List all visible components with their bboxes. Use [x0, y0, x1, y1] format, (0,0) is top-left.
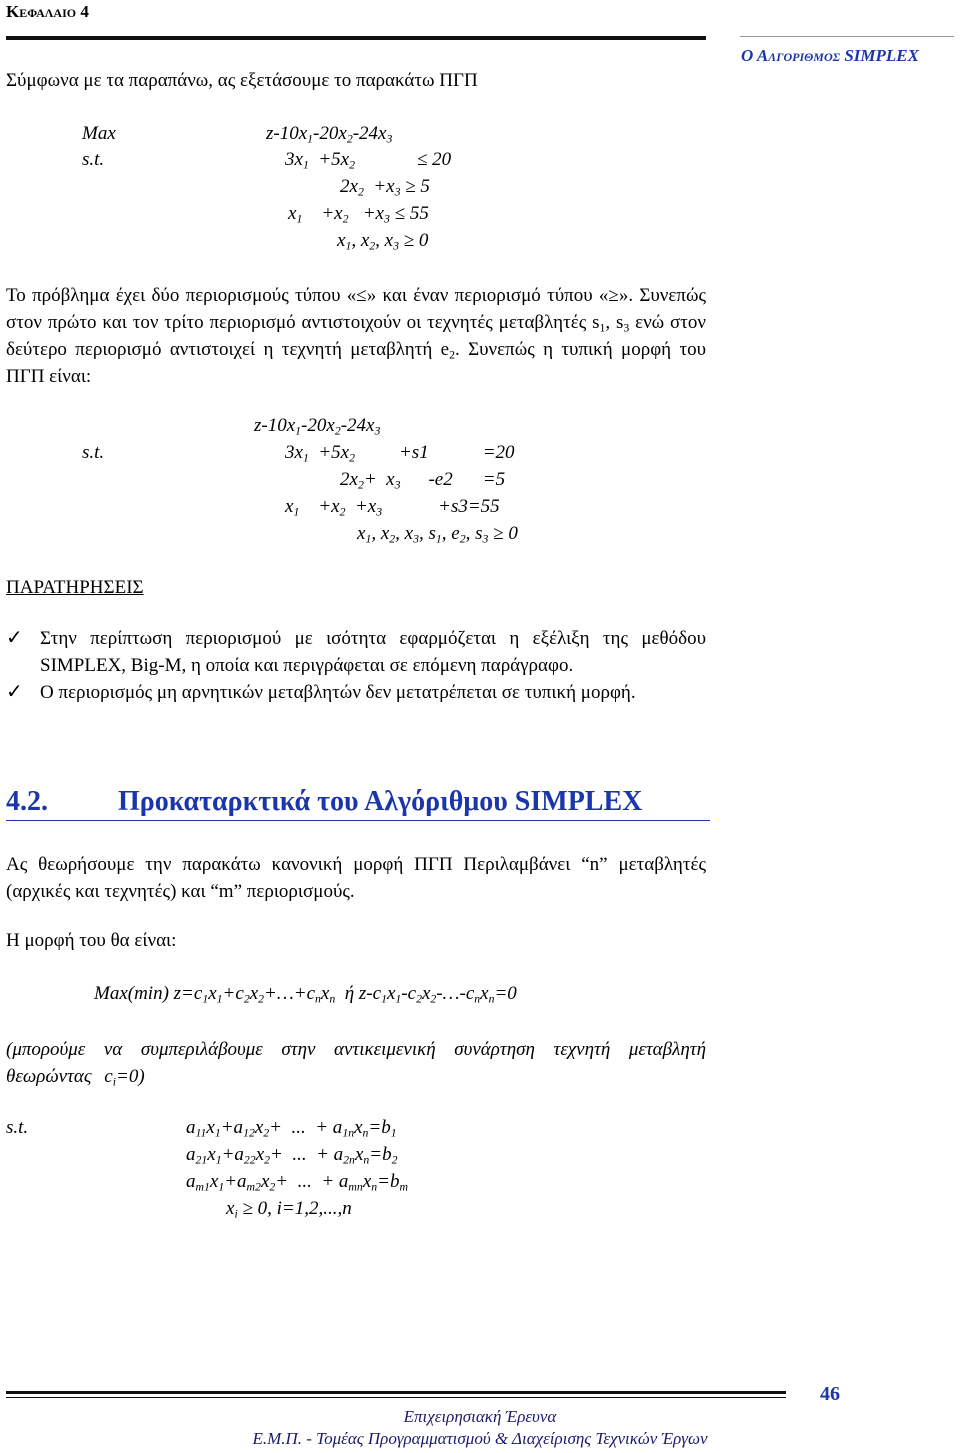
note-text: Στην περίπτωση περιορισμού με ισότητα εφαρμόζεται η εξέλιξη της μεθόδου SIMPLEX, Big-M, η οποία και περιγράφεται σε επόμενη παράγραφο. — [40, 628, 706, 676]
footer-institution: Ε.Μ.Π. - Τομέας Προγραμματισμού & Διαχείρισης Τεχνικών Έργων — [252, 1429, 708, 1448]
section-number: 4.2. — [6, 786, 48, 817]
model1-nonneg: $x_1$, $x_2$, $x_3 \ge 0$ — [337, 230, 429, 253]
section-heading — [6, 786, 642, 818]
check-icon: ✓ — [6, 681, 23, 703]
list-item — [6, 679, 706, 706]
footer-rule-thin — [6, 1397, 786, 1398]
notes-list — [6, 625, 706, 706]
general-st-label: s.t. — [6, 1117, 29, 1138]
model2-objective: $z-10x_1-20x_2-24x_3$ — [254, 415, 381, 438]
model1-row-1: $3x_1 +5x_2 \le 20$ — [285, 149, 452, 172]
footer-rule — [6, 1391, 786, 1394]
max-label: Max — [82, 123, 116, 144]
model1-row-2: $2x_2 +x_3 \ge 5$ — [340, 176, 430, 199]
general-row-1: $a_{11}x_1+a_{12}x_2+$ ... + $a_{1n}x_n=b_1$ — [186, 1117, 397, 1140]
chapter-label: Κεφαλαιο 4 — [6, 2, 89, 21]
footer-course: Επιχειρησιακή Έρευνα — [403, 1407, 557, 1426]
paragraph-constraints: Το πρόβλημα έχει δύο περιορισμούς τύπου «≤» και έναν περιορισμό τύπου «≥». Συνεπώς στον πρώτο και τον τρίτο περιορισμό αντιστοιχούν οι τεχνητές μεταβλητές $s_1$, $s_3$ ενώ στον δεύτερο περιορισμό αντιστοιχεί η τεχνητή μεταβλητή $e_2$. Συνεπώς η τυπική μορφή του ΠΓΠ είναι: — [6, 285, 707, 387]
general-row-3: $a_{m1}x_1+a_{m2}x_2+$ ... + $a_{mn}x_n=b_m$ — [186, 1171, 408, 1194]
model2-row-2: $2x_2+ x_3$ -e2 =5 — [340, 469, 506, 492]
st-label: s.t. — [82, 149, 105, 170]
running-title: Ο Αλγοριθμος SIMPLEX — [741, 46, 919, 65]
section-title: Προκαταρκτικά του Αλγόριθμου SIMPLEX — [118, 786, 643, 817]
model2-row-1: $3x_1 +5x_2 +s1 =20$ — [285, 442, 515, 465]
paragraph-form-intro: Η μορφή του θα είναι: — [6, 930, 177, 951]
header-rule-right — [740, 36, 954, 37]
paragraph-note: (μπορούμε να συμπεριλάβουμε στην αντικειμενική συνάρτηση τεχνητή μεταβλητή θεωρώντας $c_i=0$) — [6, 1039, 706, 1089]
intro-text: Σύμφωνα με τα παραπάνω, ας εξετάσουμε το παρακάτω ΠΓΠ — [6, 70, 478, 91]
check-icon: ✓ — [6, 627, 23, 649]
notes-heading: ΠΑΡΑΤΗΡΗΣΕΙΣ — [6, 577, 144, 598]
model2-st-label: s.t. — [82, 442, 105, 463]
model2-nonneg: $x_1$, $x_2$, $x_3$, $s_1$, $e_2$, $s_3 \ge 0$ — [357, 523, 518, 546]
note-text: Ο περιορισμός μη αρνητικών μεταβλητών δεν μετατρέπεται σε τυπική μορφή. — [40, 682, 636, 703]
model2-row-3: $x_1$ $+x_2 +x_3 +s3=55$ — [285, 496, 500, 519]
list-item — [6, 625, 706, 679]
section-underline — [6, 820, 710, 821]
page-number: 46 — [820, 1383, 840, 1405]
general-row-2: $a_{21}x_1+a_{22}x_2+$ ... + $a_{2n}x_n=b_2$ — [186, 1144, 398, 1167]
model1-objective: $z-10x_1-20x_2-24x_3$ — [266, 123, 393, 146]
paragraph-canonical-form: Ας θεωρήσουμε την παρακάτω κανονική μορφή ΠΓΠ Περιλαμβάνει “n” μεταβλητές (αρχικές και τεχνητές) και “m” περιορισμούς. — [6, 854, 706, 902]
model1-row-3: $x_1$ $+x_2 +x_3 \le 55$ — [288, 203, 429, 226]
header-rule — [6, 36, 706, 40]
general-row-4: $x_i \ge 0$, i=1,2,...,n — [226, 1198, 352, 1221]
general-objective: Max(min) $z=c_1x_1+c_2x_2+\dots+c_nx_n$ ή $z-c_1x_1-c_2x_2-\dots-c_nx_n=0$ — [94, 983, 517, 1006]
